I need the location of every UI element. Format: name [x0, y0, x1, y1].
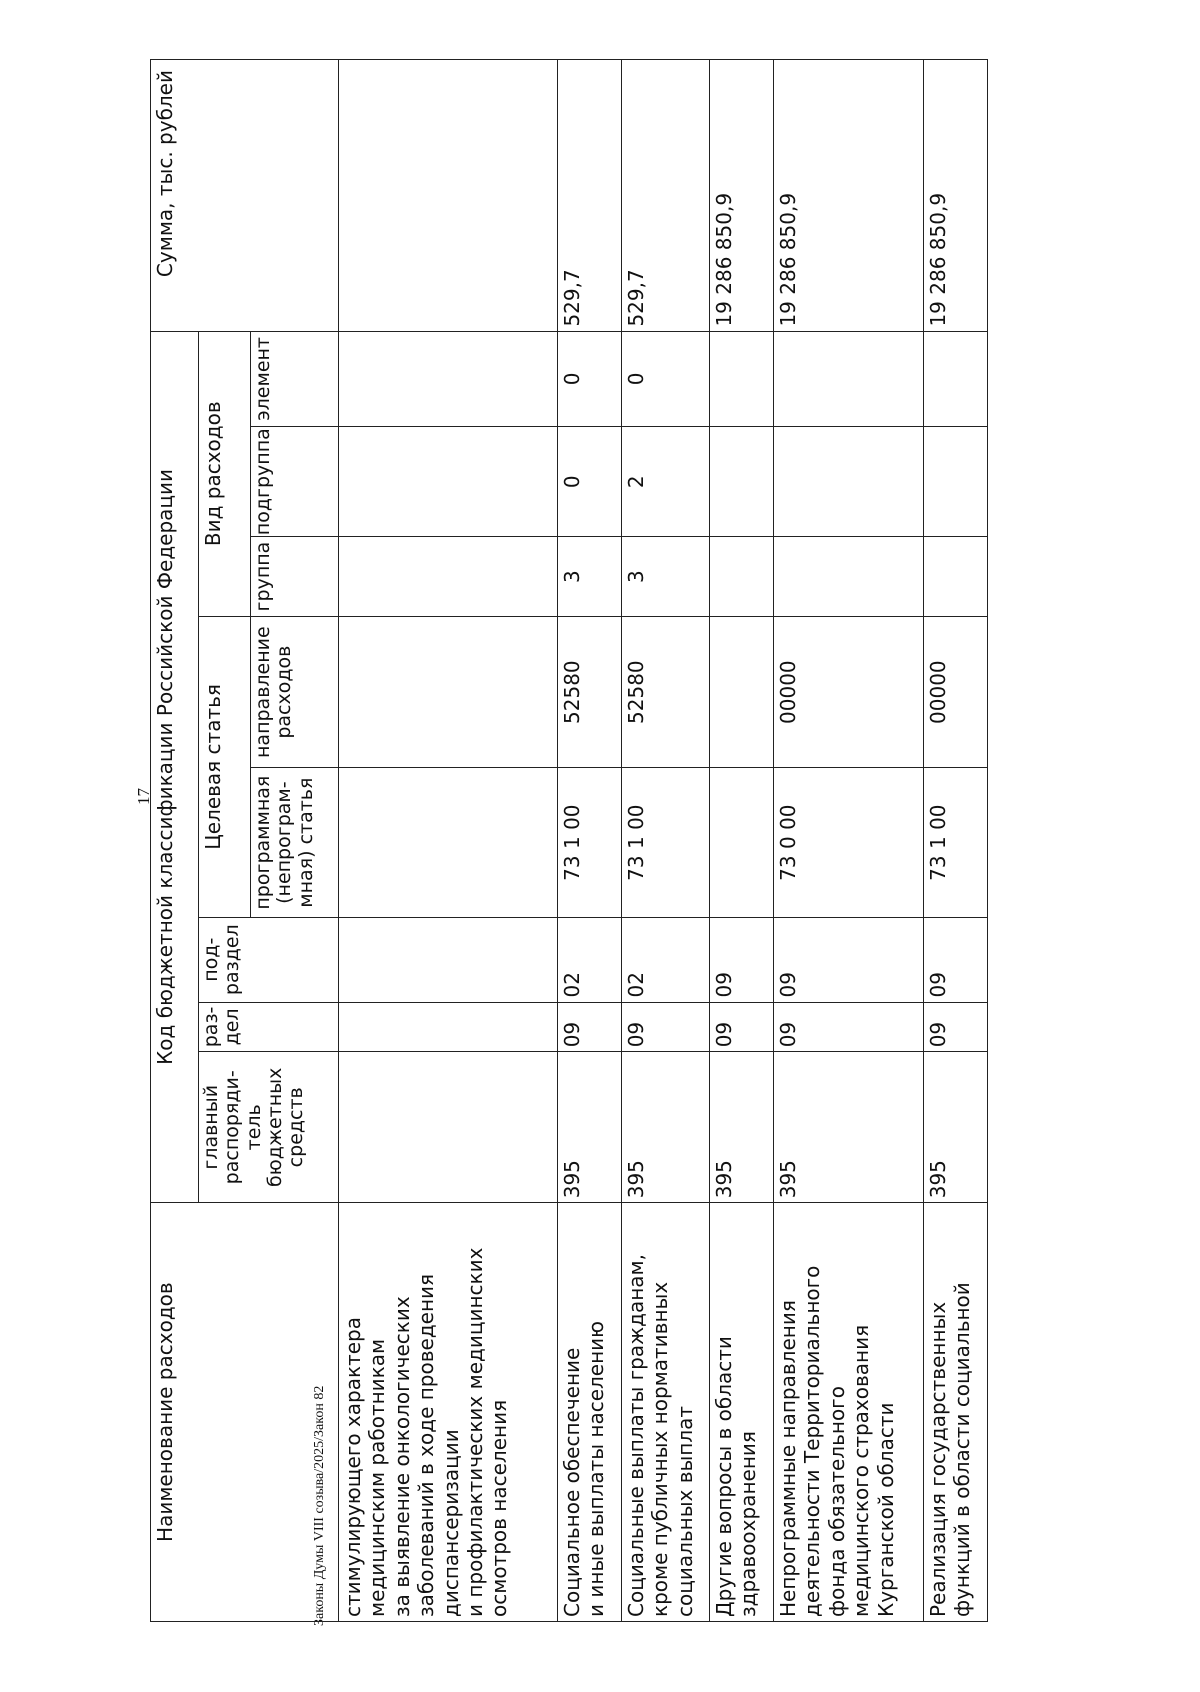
- header-subgroup: подгруппа: [251, 427, 339, 537]
- sum-cell: 19 286 850,9: [774, 60, 924, 332]
- admin-cell: 395: [622, 1052, 710, 1203]
- footer-note: Законы Думы VIII созыва/2025/Закон 82: [312, 1385, 327, 1626]
- header-program-article: программная (непрограм- мная) статья: [251, 768, 339, 918]
- subgroup-cell: [924, 427, 988, 537]
- subgroup-cell: 2: [622, 427, 710, 537]
- admin-cell: 395: [710, 1052, 774, 1203]
- table-row: [339, 60, 558, 1622]
- header-sum: Сумма, тыс. рублей: [151, 60, 339, 332]
- sum-cell: 19 286 850,9: [710, 60, 774, 332]
- group-cell: 3: [558, 537, 622, 617]
- direction-cell: [339, 616, 558, 767]
- expense-name-line: функций в области социальной: [950, 1282, 975, 1617]
- sum-cell: 529,7: [558, 60, 622, 332]
- expense-name-line: медицинского страхования: [849, 1324, 874, 1617]
- group-cell: [774, 537, 924, 617]
- element-cell: 0: [558, 331, 622, 427]
- admin-cell: 395: [558, 1052, 622, 1203]
- expense-name-line: и профилактических медицинских: [462, 1247, 487, 1617]
- group-cell: [924, 537, 988, 617]
- program-article-cell: [710, 768, 774, 918]
- expense-name-line: социальных выплат: [672, 1405, 697, 1617]
- program-article-cell: 73 1 00: [924, 768, 988, 918]
- expense-name-line: медицинским работникам: [365, 1338, 390, 1617]
- subgroup-cell: [774, 427, 924, 537]
- expense-name-line: деятельности Территориального: [800, 1265, 825, 1617]
- header-admin: главный распоряди- тель бюджетных средств: [199, 1052, 339, 1203]
- expense-name-cell: [774, 1203, 924, 1622]
- expense-name-line: Социальные выплаты гражданам,: [624, 1254, 648, 1617]
- table-row: [774, 60, 924, 1622]
- program-article-cell: 73 0 00: [774, 768, 924, 918]
- expense-name-line: стимулирующего характера: [341, 1317, 365, 1617]
- section-cell: 09: [710, 1002, 774, 1052]
- subsection-cell: 02: [558, 917, 622, 1002]
- sum-cell: 529,7: [622, 60, 710, 332]
- expense-name-line: заболеваний в ходе проведения: [414, 1273, 439, 1617]
- table-row: [622, 60, 710, 1622]
- expense-name-line: осмотров населения: [487, 1399, 512, 1617]
- direction-cell: [710, 616, 774, 767]
- subsection-cell: 09: [774, 917, 924, 1002]
- subsection-cell: 09: [924, 917, 988, 1002]
- expense-name-cell: [710, 1203, 774, 1622]
- element-cell: [774, 331, 924, 427]
- group-cell: 3: [622, 537, 710, 617]
- expense-name-line: кроме публичных нормативных: [648, 1281, 673, 1617]
- rotated-table-container: [150, 59, 1075, 1622]
- header-target-article: Целевая статья: [199, 616, 251, 917]
- header-name: Наименование расходов: [151, 1203, 339, 1622]
- group-cell: [710, 537, 774, 617]
- table-row: [924, 60, 988, 1622]
- expense-name-line: Социальное обеспечение: [560, 1347, 584, 1617]
- expense-name-cell: [622, 1203, 710, 1622]
- expense-name-line: Непрограммные направления: [776, 1300, 800, 1617]
- subsection-cell: 02: [622, 917, 710, 1002]
- header-section: раз- дел: [199, 1002, 339, 1052]
- element-cell: [924, 331, 988, 427]
- section-cell: 09: [558, 1002, 622, 1052]
- table-row: [558, 60, 622, 1622]
- expense-name-line: фонда обязательного: [824, 1386, 849, 1617]
- sum-cell: 19 286 850,9: [924, 60, 988, 332]
- expense-name-line: Другие вопросы в области: [712, 1336, 736, 1617]
- sum-cell: [339, 60, 558, 332]
- subsection-cell: 09: [710, 917, 774, 1002]
- element-cell: [710, 331, 774, 427]
- program-article-cell: [339, 768, 558, 918]
- page-number: 17: [134, 788, 153, 805]
- expense-name-cell: [924, 1203, 988, 1622]
- element-cell: [339, 331, 558, 427]
- budget-table: [150, 59, 988, 1622]
- subgroup-cell: [339, 427, 558, 537]
- section-cell: 09: [924, 1002, 988, 1052]
- direction-cell: 00000: [924, 616, 988, 767]
- table-body: [339, 60, 988, 1622]
- expense-name-cell: [339, 1203, 558, 1622]
- direction-cell: 52580: [622, 616, 710, 767]
- group-cell: [339, 537, 558, 617]
- table-header: [151, 60, 339, 1622]
- program-article-cell: 73 1 00: [558, 768, 622, 918]
- section-cell: [339, 1002, 558, 1052]
- header-element: элемент: [251, 331, 339, 427]
- expense-name-line: и иные выплаты населению: [584, 1320, 609, 1617]
- program-article-cell: 73 1 00: [622, 768, 710, 918]
- expense-name-line: диспансеризации: [438, 1429, 463, 1617]
- admin-cell: 395: [774, 1052, 924, 1203]
- header-direction: направление расходов: [251, 616, 339, 767]
- section-cell: 09: [622, 1002, 710, 1052]
- direction-cell: 00000: [774, 616, 924, 767]
- header-code-group: Код бюджетной классификации Российской Федерации: [151, 331, 199, 1203]
- section-cell: 09: [774, 1002, 924, 1052]
- expense-name-line: Реализация государственных: [926, 1301, 950, 1617]
- table-row: [710, 60, 774, 1622]
- admin-cell: 395: [924, 1052, 988, 1203]
- direction-cell: 52580: [558, 616, 622, 767]
- expense-name-line: здравоохранения: [736, 1431, 761, 1617]
- admin-cell: [339, 1052, 558, 1203]
- header-subsection: под- раздел: [199, 917, 339, 1002]
- element-cell: 0: [622, 331, 710, 427]
- expense-name-line: Курганской области: [873, 1402, 898, 1617]
- expense-name-line: за выявление онкологических: [389, 1296, 414, 1617]
- expense-name-cell: [558, 1203, 622, 1622]
- subsection-cell: [339, 917, 558, 1002]
- subgroup-cell: 0: [558, 427, 622, 537]
- header-group: группа: [251, 537, 339, 617]
- header-expense-type: Вид расходов: [199, 331, 251, 616]
- subgroup-cell: [710, 427, 774, 537]
